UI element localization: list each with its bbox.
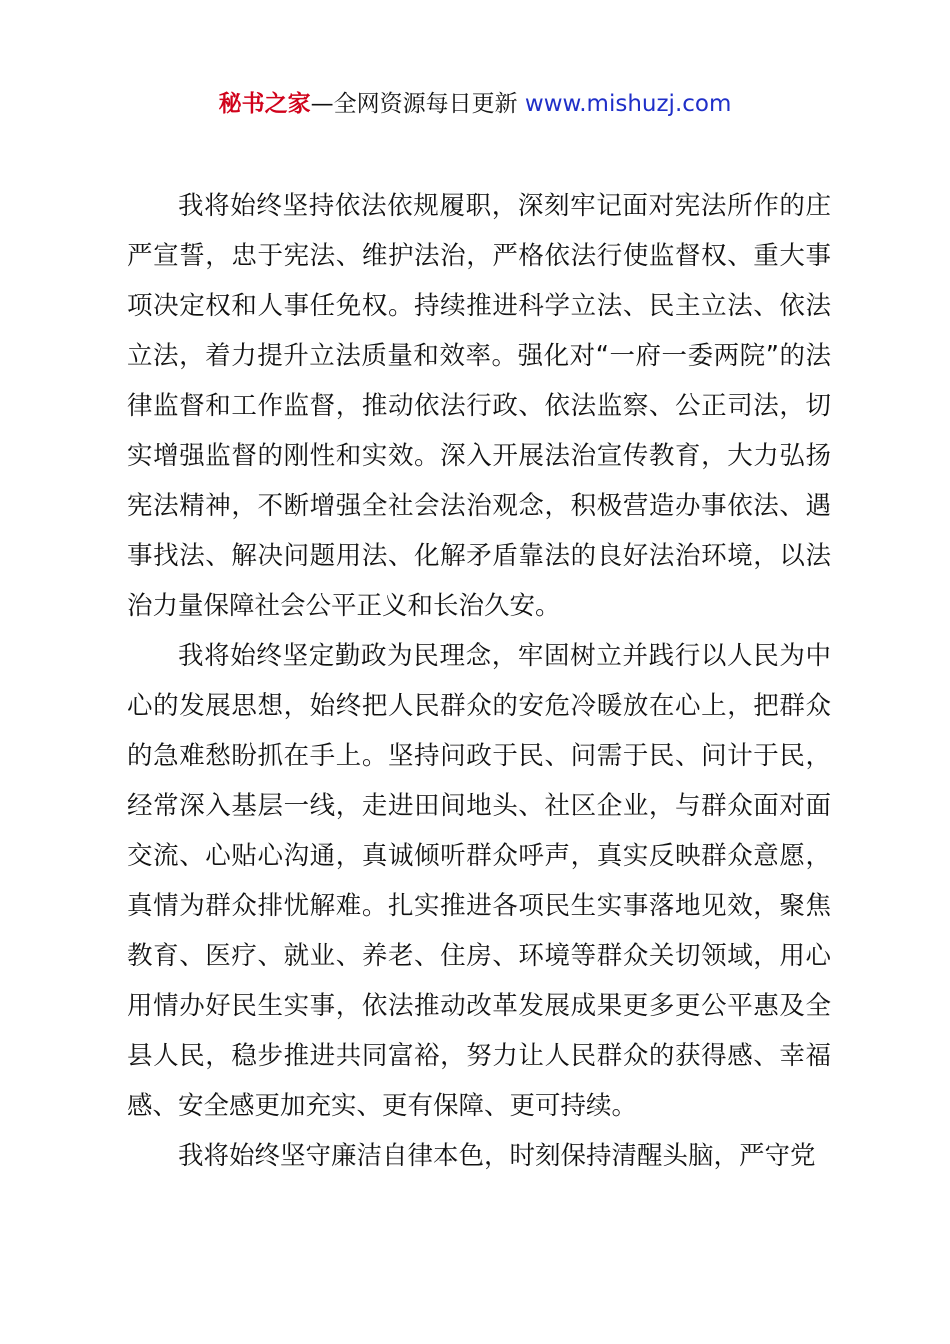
header-slogan: —全网资源每日更新	[310, 91, 525, 117]
brand-name: 秘书之家	[218, 91, 311, 117]
site-url-link[interactable]: www.mishuzj.com	[524, 91, 732, 117]
paragraph-serve-people: 我将始终坚定勤政为民理念，牢固树立并践行以人民为中心的发展思想，始终把人民群众的安危冷暖放在心上，把群众的急难愁盼抓在手上。坚持问政于民、问需于民、问计于民，经常深入基层一线，走进田间地头、社区企业，与群众面对面交流、心贴心沟通，真诚倾听群众呼声，真实反映群众意愿，真情为群众排忧解难。扎实推进各项民生实事落地见效，聚焦教育、医疗、就业、养老、住房、环境等群众关切领域，用心用情办好民生实事，依法推动改革发展成果更多更公平惠及全县人民，稳步推进共同富裕，努力让人民群众的获得感、幸福感、安全感更加充实、更有保障、更可持续。	[127, 641, 831, 1121]
paragraph-integrity: 我将始终坚守廉洁自律本色，时刻保持清醒头脑，严守党	[178, 1141, 816, 1171]
paragraph-rule-of-law: 我将始终坚持依法依规履职，深刻牢记面对宪法所作的庄严宣誓，忠于宪法、维护法治，严格依法行使监督权、重大事项决定权和人事任免权。持续推进科学立法、民主立法、依法立法，着力提升立法质量和效率。强化对“一府一委两院”的法律监督和工作监督，推动依法行政、依法监察、公正司法，切实增强监督的刚性和实效。深入开展法治宣传教育，大力弘扬宪法精神，不断增强全社会法治观念，积极营造办事依法、遇事找法、解决问题用法、化解矛盾靠法的良好法治环境，以法治力量保障社会公平正义和长治久安。	[127, 191, 831, 621]
site-header	[0, 86, 950, 122]
document-body	[127, 181, 831, 1181]
